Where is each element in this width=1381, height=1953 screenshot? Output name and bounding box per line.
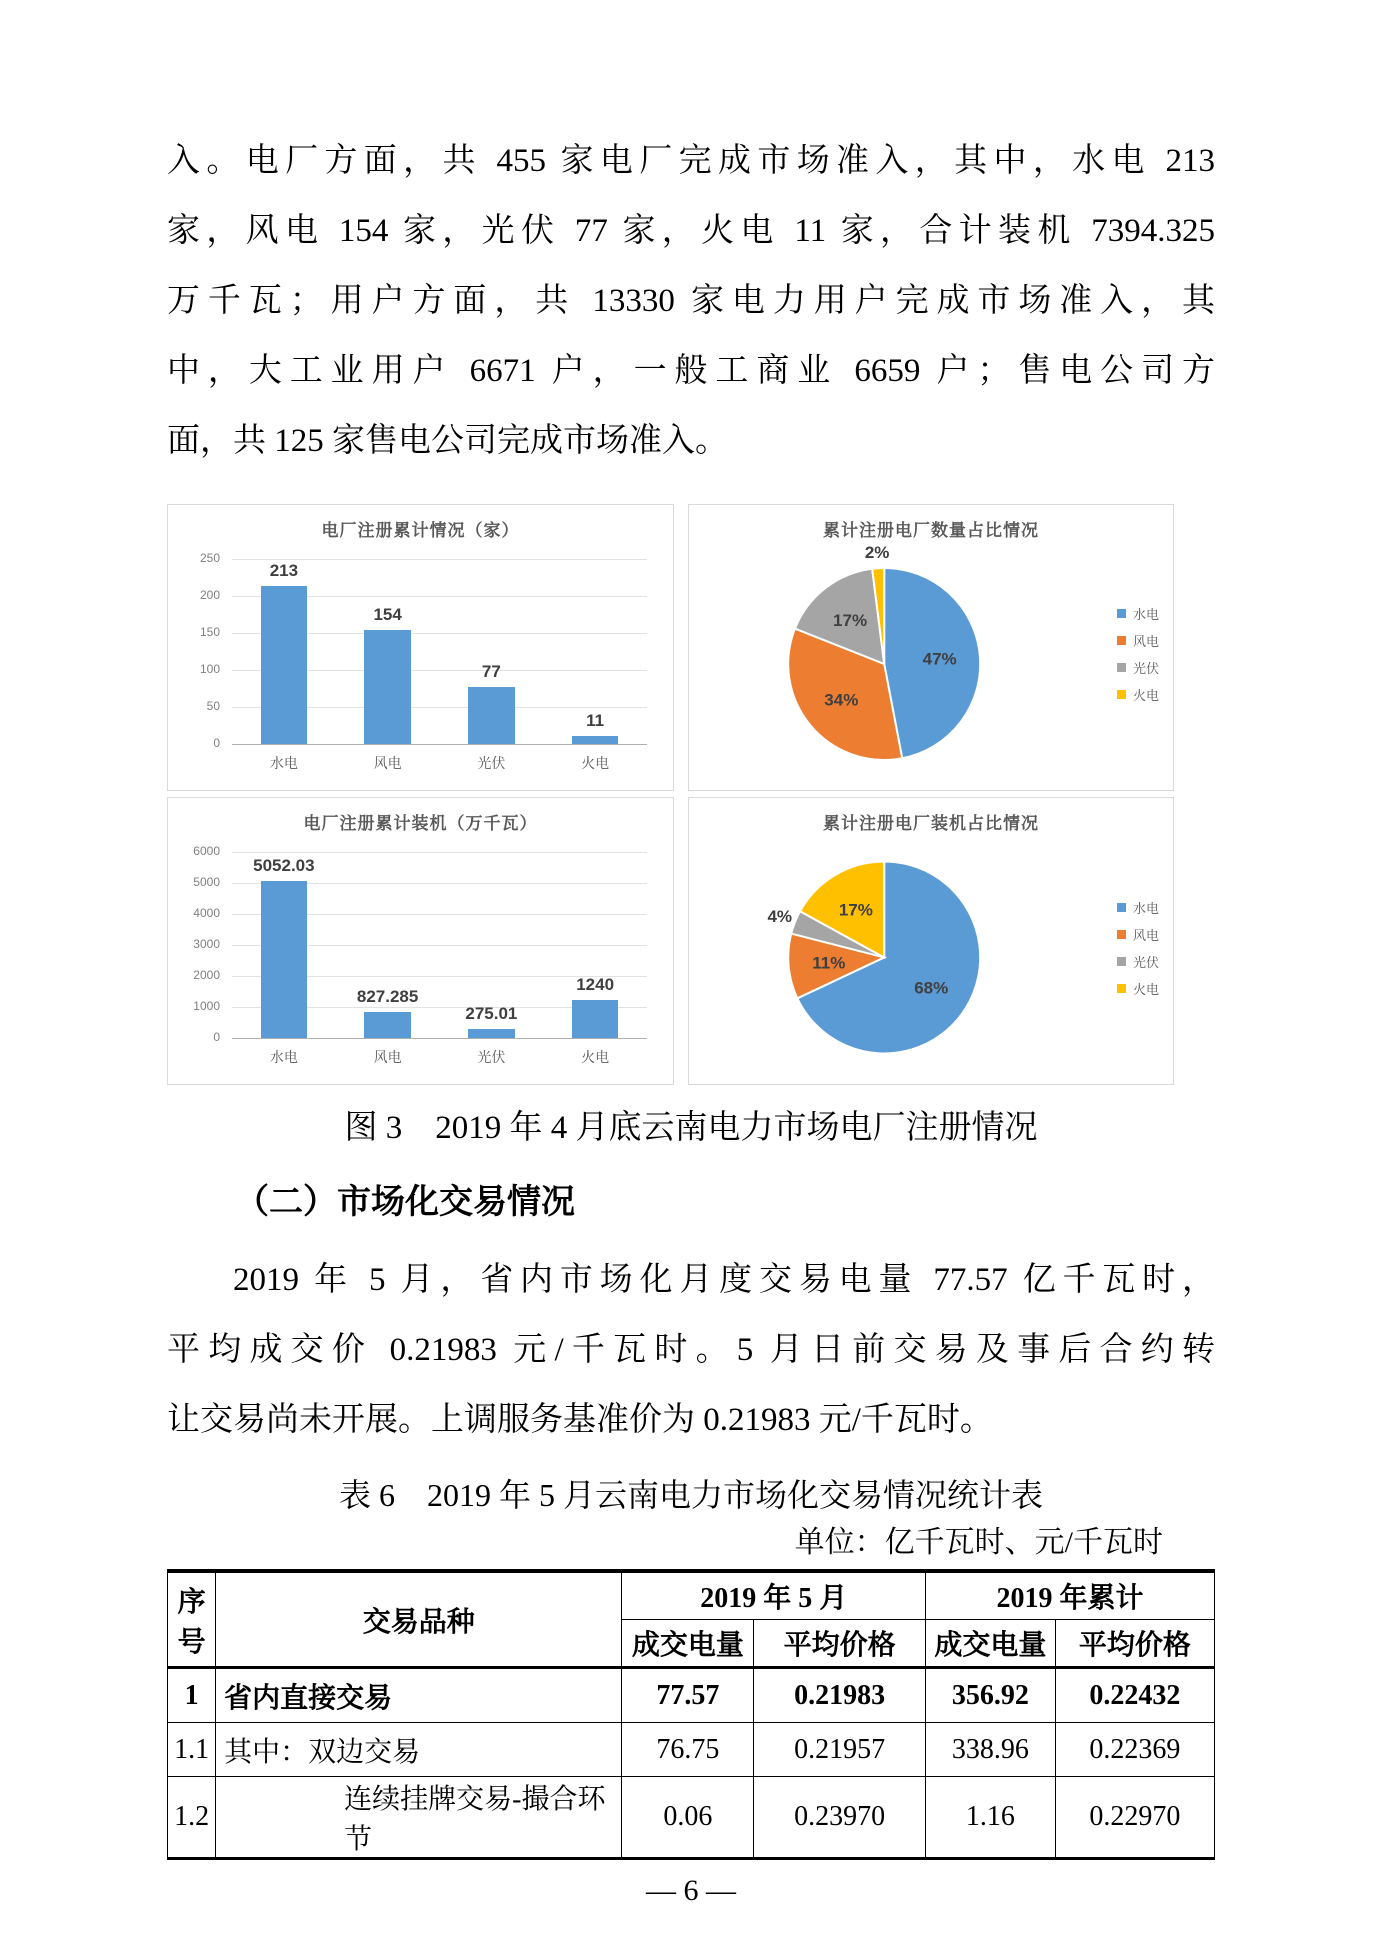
pie-percent-label: 68% (914, 978, 949, 998)
y-axis-tick: 6000 (193, 844, 220, 858)
cell-value: 356.92 (926, 1668, 1056, 1723)
x-axis-label: 光伏 (477, 755, 506, 771)
pie-percent-label: 11% (812, 953, 846, 973)
bar-value-label: 11 (586, 710, 605, 730)
paragraph-line: 入。电厂方面，共 455 家电厂完成市场准入，其中，水电 213 (167, 143, 1215, 179)
pie-percent-label: 34% (824, 690, 859, 710)
x-axis-label: 火电 (581, 755, 610, 771)
legend-label: 水电 (1132, 607, 1159, 623)
table-row (168, 1723, 1215, 1777)
gridline (232, 559, 647, 560)
legend-item-水电 (1117, 604, 1159, 623)
bar-水电 (261, 881, 308, 1038)
gridline (232, 852, 647, 853)
legend-swatch-icon (1117, 609, 1126, 618)
pie-svg (697, 539, 1165, 784)
header-price: 平均价格 (1055, 1620, 1214, 1668)
cell-value: 77.57 (622, 1668, 754, 1723)
legend-swatch-icon (1117, 636, 1126, 645)
cell-value: 1.16 (926, 1777, 1056, 1859)
cell-value: 0.22369 (1055, 1723, 1214, 1777)
bar-value-label: 77 (481, 662, 501, 682)
bar-光伏 (468, 687, 515, 744)
legend-swatch-icon (1117, 930, 1126, 939)
header-seq: 序号 (168, 1571, 216, 1668)
page-content (167, 0, 1215, 1908)
cell-seq: 1.2 (168, 1777, 216, 1859)
x-axis-label: 火电 (581, 1049, 610, 1065)
chart-title: 累计注册电厂装机占比情况 (823, 814, 1039, 833)
legend-item-光伏 (1117, 952, 1159, 971)
section-heading: （二）市场化交易情况 (235, 1183, 575, 1221)
pie-chart-count-share-panel (688, 504, 1174, 791)
legend-item-光伏 (1117, 658, 1159, 677)
pie-percent-label: 17% (833, 610, 868, 630)
chart-title: 累计注册电厂数量占比情况 (823, 521, 1039, 540)
legend-swatch-icon (1117, 957, 1126, 966)
y-axis-tick: 200 (199, 588, 220, 602)
legend-swatch-icon (1117, 903, 1126, 912)
bar-chart-plant-count (176, 545, 665, 784)
cell-value: 0.21983 (754, 1668, 926, 1723)
legend-item-水电 (1117, 898, 1159, 917)
header-group-month: 2019 年 5 月 (622, 1571, 926, 1620)
bar-光伏 (468, 1029, 515, 1038)
legend-item-风电 (1117, 631, 1159, 650)
header-group-total: 2019 年累计 (926, 1571, 1215, 1620)
pie-percent-label: 2% (864, 542, 890, 562)
legend-item-风电 (1117, 925, 1159, 944)
x-axis-label: 光伏 (477, 1049, 506, 1065)
header-volume: 成交电量 (622, 1620, 754, 1668)
cell-trade-type: 省内直接交易 (216, 1668, 622, 1723)
x-axis-label: 水电 (269, 755, 298, 771)
pie-svg (697, 832, 1165, 1078)
header-price: 平均价格 (754, 1620, 926, 1668)
y-axis-tick: 3000 (193, 937, 220, 951)
legend-item-火电 (1117, 979, 1159, 998)
legend-label: 风电 (1132, 927, 1159, 943)
chart-title: 电厂注册累计装机（万千瓦） (303, 814, 538, 833)
bar-value-label: 5052.03 (253, 856, 315, 876)
cell-value: 0.22432 (1055, 1668, 1214, 1723)
bar-火电 (572, 736, 619, 744)
pie-percent-label: 4% (767, 907, 793, 927)
y-axis-tick: 2000 (193, 968, 220, 982)
y-axis-tick: 0 (213, 1030, 220, 1044)
pie-percent-label: 47% (922, 649, 957, 669)
figure-caption: 图 3 2019 年 4 月底云南电力市场电厂注册情况 (344, 1110, 1038, 1146)
paragraph-trade (167, 1245, 1215, 1455)
cell-value: 76.75 (622, 1723, 754, 1777)
gridline (232, 744, 647, 745)
y-axis-tick: 0 (213, 736, 220, 750)
pie-legend (1117, 890, 1159, 1006)
paragraph-line: 面，共 125 家售电公司完成市场准入。 (167, 423, 728, 459)
page-number: — 6 — (646, 1874, 736, 1907)
legend-label: 火电 (1132, 688, 1159, 704)
y-axis-tick: 5000 (193, 875, 220, 889)
legend-swatch-icon (1117, 663, 1126, 672)
header-trade-type: 交易品种 (216, 1571, 622, 1668)
paragraph-line: 家，风电 154 家，光伏 77 家，火电 11 家，合计装机 7394.325 (167, 213, 1215, 249)
bar-chart-plant-count-panel (167, 504, 674, 791)
bar-风电 (364, 1012, 411, 1038)
cell-value: 338.96 (926, 1723, 1056, 1777)
cell-value: 0.22970 (1055, 1777, 1214, 1859)
trade-statistics-table (167, 1569, 1215, 1860)
bar-value-label: 1240 (576, 974, 615, 994)
chart-title: 电厂注册累计情况（家） (321, 521, 520, 540)
y-axis-tick: 4000 (193, 906, 220, 920)
y-axis-tick: 50 (206, 699, 220, 713)
bar-value-label: 827.285 (356, 987, 419, 1007)
pie-chart-count-share (697, 539, 1165, 784)
legend-item-火电 (1117, 685, 1159, 704)
cell-seq: 1 (168, 1668, 216, 1723)
bar-value-label: 154 (373, 605, 402, 625)
y-axis-tick: 250 (199, 551, 220, 565)
pie-percent-label: 17% (838, 900, 873, 920)
bar-value-label: 213 (269, 561, 299, 581)
paragraph-market-access (167, 126, 1215, 476)
legend-swatch-icon (1117, 984, 1126, 993)
legend-swatch-icon (1117, 690, 1126, 699)
paragraph-line: 中，大工业用户 6671 户，一般工商业 6659 户；售电公司方 (167, 353, 1215, 389)
cell-value: 0.21957 (754, 1723, 926, 1777)
legend-label: 光伏 (1132, 954, 1159, 970)
paragraph-line: 2019 年 5 月，省内市场化月度交易电量 77.57 亿千瓦时， (233, 1262, 1215, 1298)
figure-3-charts (167, 504, 1174, 1085)
pie-legend (1117, 596, 1159, 712)
gridline (232, 1038, 647, 1039)
pie-chart-capacity-share-panel (688, 797, 1174, 1085)
legend-label: 水电 (1132, 900, 1159, 916)
table-row (168, 1668, 1215, 1723)
y-axis-tick: 1000 (193, 999, 220, 1013)
x-axis-label: 风电 (373, 755, 402, 771)
legend-label: 火电 (1132, 981, 1159, 997)
cell-trade-type: 其中：双边交易 (216, 1723, 622, 1777)
paragraph-line: 平均成交价 0.21983 元/千瓦时。5 月日前交易及事后合约转 (167, 1332, 1215, 1368)
legend-label: 风电 (1132, 634, 1159, 650)
pie-chart-capacity-share (697, 832, 1165, 1078)
bar-value-label: 275.01 (465, 1004, 518, 1024)
header-volume: 成交电量 (926, 1620, 1056, 1668)
bar-火电 (572, 1000, 619, 1038)
bar-chart-capacity-panel (167, 797, 674, 1085)
cell-value: 0.23970 (754, 1777, 926, 1859)
table-unit-note: 单位：亿千瓦时、元/千瓦时 (794, 1526, 1163, 1559)
bar-chart-capacity (176, 838, 665, 1078)
paragraph-line: 万千瓦；用户方面，共 13330 家电力用户完成市场准入，其 (167, 283, 1215, 319)
y-axis-tick: 100 (199, 662, 220, 676)
table-row (168, 1777, 1215, 1859)
cell-seq: 1.1 (168, 1723, 216, 1777)
cell-trade-type: 连续挂牌交易-撮合环节 (216, 1777, 622, 1859)
y-axis-tick: 150 (199, 625, 220, 639)
bar-风电 (364, 630, 411, 744)
x-axis-label: 风电 (373, 1049, 402, 1065)
bar-水电 (261, 586, 308, 744)
x-axis-label: 水电 (269, 1049, 298, 1065)
legend-label: 光伏 (1132, 661, 1159, 677)
table-caption: 表 6 2019 年 5 月云南电力市场化交易情况统计表 (338, 1477, 1043, 1513)
cell-value: 0.06 (622, 1777, 754, 1859)
paragraph-line: 让交易尚未开展。上调服务基准价为 0.21983 元/千瓦时。 (167, 1402, 993, 1438)
